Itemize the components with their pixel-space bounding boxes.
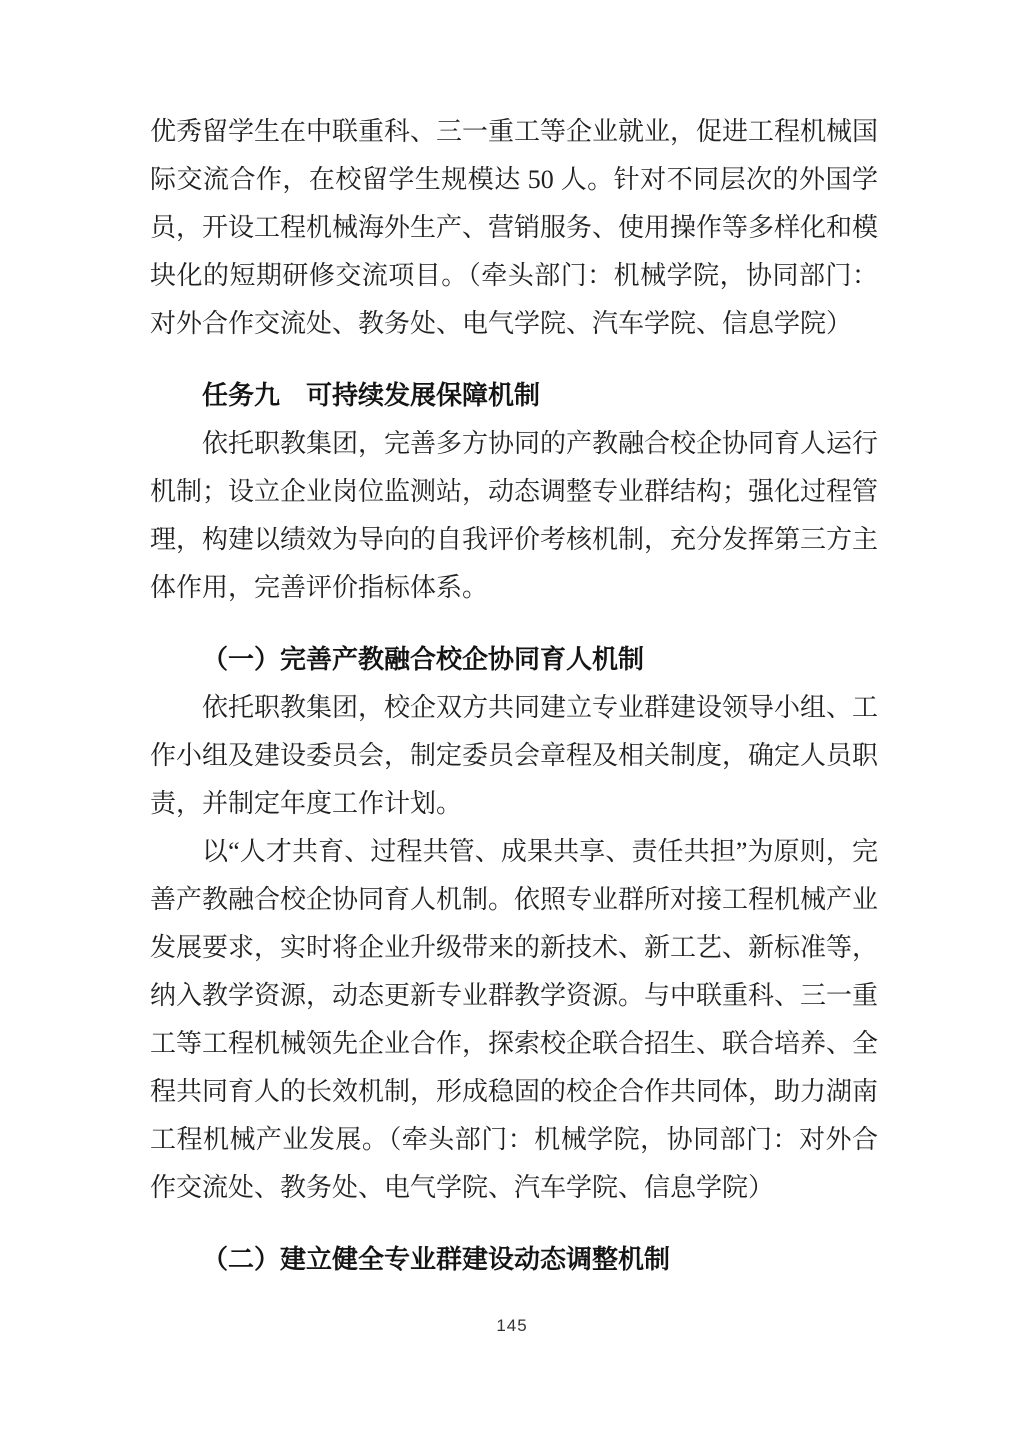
- paragraph-sustainable-mechanism-overview: 依托职教集团，完善多方协同的产教融合校企协同育人运行机制；设立企业岗位监测站，动态调整专业群结构；强化过程管理，构建以绩效为导向的自我评价考核机制，充分发挥第三方主体作用，完善评价指标体系。: [150, 429, 879, 602]
- page-content: [150, 108, 878, 1284]
- heading-section-one: （一）完善产教融合校企协同育人机制: [202, 645, 645, 674]
- paragraph-international-students: 优秀留学生在中联重科、三一重工等企业就业，促进工程机械国际交流合作，在校留学生规模达 50 人。针对不同层次的外国学员，开设工程机械海外生产、营销服务、使用操作等多样化和模块化的短期研修交流项目。（牵头部门：机械学院，协同部门：对外合作交流处、教务处、电气学院、汽车学院、信息学院）: [150, 117, 879, 338]
- paragraph-co-education-principles: 以“人才共育、过程共管、成果共享、责任共担”为原则，完善产教融合校企协同育人机制。依照专业群所对接工程机械产业发展要求，实时将企业升级带来的新技术、新工艺、新标准等，纳入教学资源，动态更新专业群教学资源。与中联重科、三一重工等工程机械领先企业合作，探索校企联合招生、联合培养、全程共同育人的长效机制，形成稳固的校企合作共同体，助力湖南工程机械产业发展。（牵头部门：机械学院，协同部门：对外合作交流处、教务处、电气学院、汽车学院、信息学院）: [150, 837, 879, 1202]
- page-footer: [0, 1316, 1024, 1336]
- page-number: 145: [496, 1316, 528, 1335]
- heading-task-nine: 任务九 可持续发展保障机制: [202, 381, 541, 410]
- paragraph-leading-group: 依托职教集团，校企双方共同建立专业群建设领导小组、工作小组及建设委员会，制定委员会章程及相关制度，确定人员职责，并制定年度工作计划。: [150, 693, 879, 818]
- heading-section-two: （二）建立健全专业群建设动态调整机制: [202, 1245, 671, 1274]
